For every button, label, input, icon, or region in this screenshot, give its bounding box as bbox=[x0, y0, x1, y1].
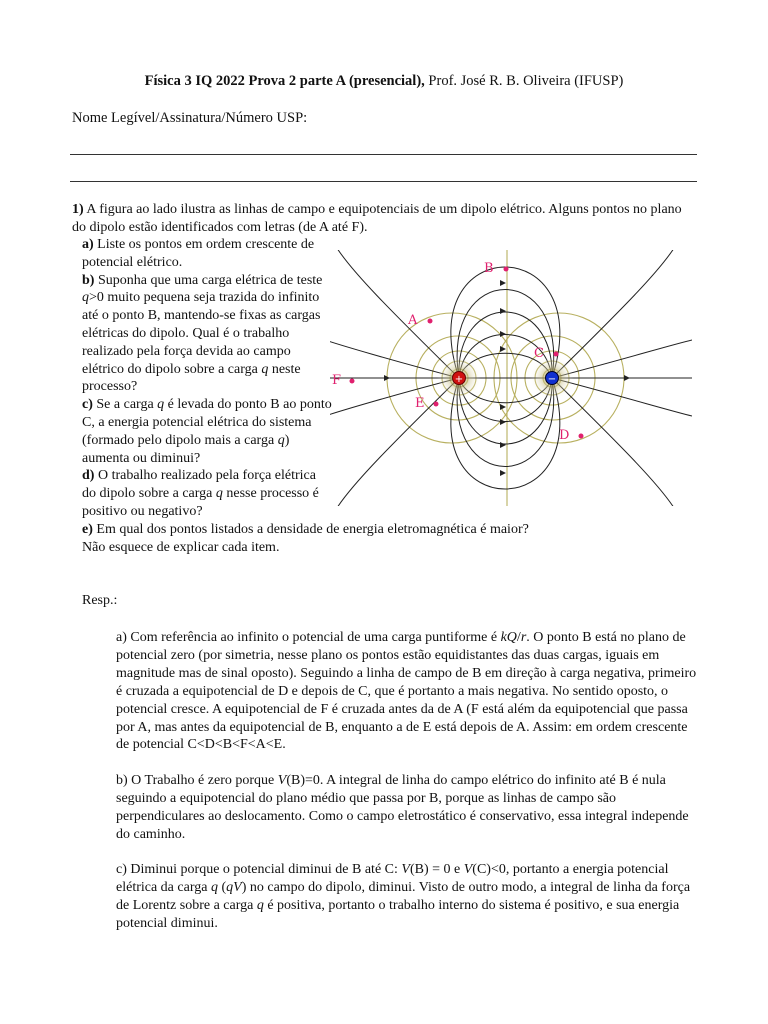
closing-instruction: Não esquece de explicar cada item. bbox=[82, 539, 280, 555]
point-a-marker bbox=[428, 319, 433, 324]
question-intro: 1) A figura ao lado ilustra as linhas de campo e equipotenciais de um dipolo elétrico. Alguns pontos no plano do dipolo estão identificados com letras (de A até F). bbox=[72, 202, 682, 235]
page-title: Física 3 IQ 2022 Prova 2 parte A (presencial), Prof. José R. B. Oliveira (IFUSP) bbox=[144, 73, 624, 89]
answer-a: a) Com referência ao infinito o potencial de uma carga puntiforme é kQ/r. O ponto B está no plano de potencial zero (por simetria, nesse plano os pontos estão equidistantes das duas cargas, iguais em magnitude mas de sinal oposto). Seguindo a linha de campo de B em direção à carga negativa, primeiro é cruzada a equipotencial de D e depois de C, que é portanto a mais negativa. No sentido oposto, o potencial cresce. A equipotencial de F é cruzada antes da de A (F está além da equipotencial que passa por A, mas antes da equipotencial de B, enquanto a de E está depois de A. Assim: em ordem crescente de potencial C<D<B<F<A<E. bbox=[116, 630, 697, 753]
dipole-figure bbox=[330, 250, 692, 506]
positive-charge-sign: + bbox=[454, 374, 464, 385]
item-a: a) Liste os pontos em ordem crescente de potencial elétrico. bbox=[82, 237, 315, 270]
question-items bbox=[82, 236, 332, 521]
name-line bbox=[70, 154, 697, 155]
question-items-wide bbox=[82, 521, 702, 557]
point-a-label: A bbox=[408, 313, 418, 328]
point-c-label: C bbox=[534, 346, 544, 361]
point-d-label: D bbox=[559, 428, 570, 443]
response-label: Resp.: bbox=[82, 593, 118, 608]
item-c: c) Se a carga q é levada do ponto B ao ponto C, a energia potencial elétrica do sistema (formado pelo dipolo mais a carga q) aumenta ou diminui? bbox=[82, 397, 332, 466]
item-e: e) Em qual dos pontos listados a densidade de energia eletromagnética é maior? bbox=[82, 522, 529, 537]
point-b-label: B bbox=[484, 261, 494, 276]
point-f-marker bbox=[350, 379, 355, 384]
item-d: d) O trabalho realizado pela força elétrica do dipolo sobre a carga q nesse processo é positivo ou negativo? bbox=[82, 468, 319, 519]
point-d-marker bbox=[579, 434, 584, 439]
answer-b: b) O Trabalho é zero porque V(B)=0. A integral de linha do campo elétrico do infinito até B é nula seguindo a equipotencial do plano médio que passa por B, porque as linhas de campo são perpendiculares ao deslocamento. Como o campo eletrostático é conservativo, essa integral independe do caminho. bbox=[116, 773, 689, 842]
point-c-marker bbox=[554, 352, 559, 357]
point-f-label: F bbox=[332, 373, 342, 388]
divider bbox=[70, 181, 697, 182]
answer-c: c) Diminui porque o potencial diminui de B até C: V(B) = 0 e V(C)<0, portanto a energia potencial elétrica da carga q (qV) no campo do dipolo, diminui. Visto de outro modo, a integral de linha da força de Lorentz sobre a carga q é positiva, portanto o trabalho interno do sistema é positivo, e sua energia potencial diminui. bbox=[116, 862, 691, 931]
name-field-label: Nome Legível/Assinatura/Número USP: bbox=[72, 110, 308, 126]
negative-charge-sign: − bbox=[547, 374, 557, 385]
item-b: b) Suponha que uma carga elétrica de teste q>0 muito pequena seja trazida do infinito até o ponto B, mantendo-se fixas as cargas elétricas do dipolo. Qual é o trabalho realizado pela força devida ao campo elétrico do dipolo sobre a carga q neste processo? bbox=[82, 272, 323, 395]
point-e-label: E bbox=[415, 396, 425, 411]
point-e-marker bbox=[434, 402, 439, 407]
point-b-marker bbox=[504, 267, 509, 272]
